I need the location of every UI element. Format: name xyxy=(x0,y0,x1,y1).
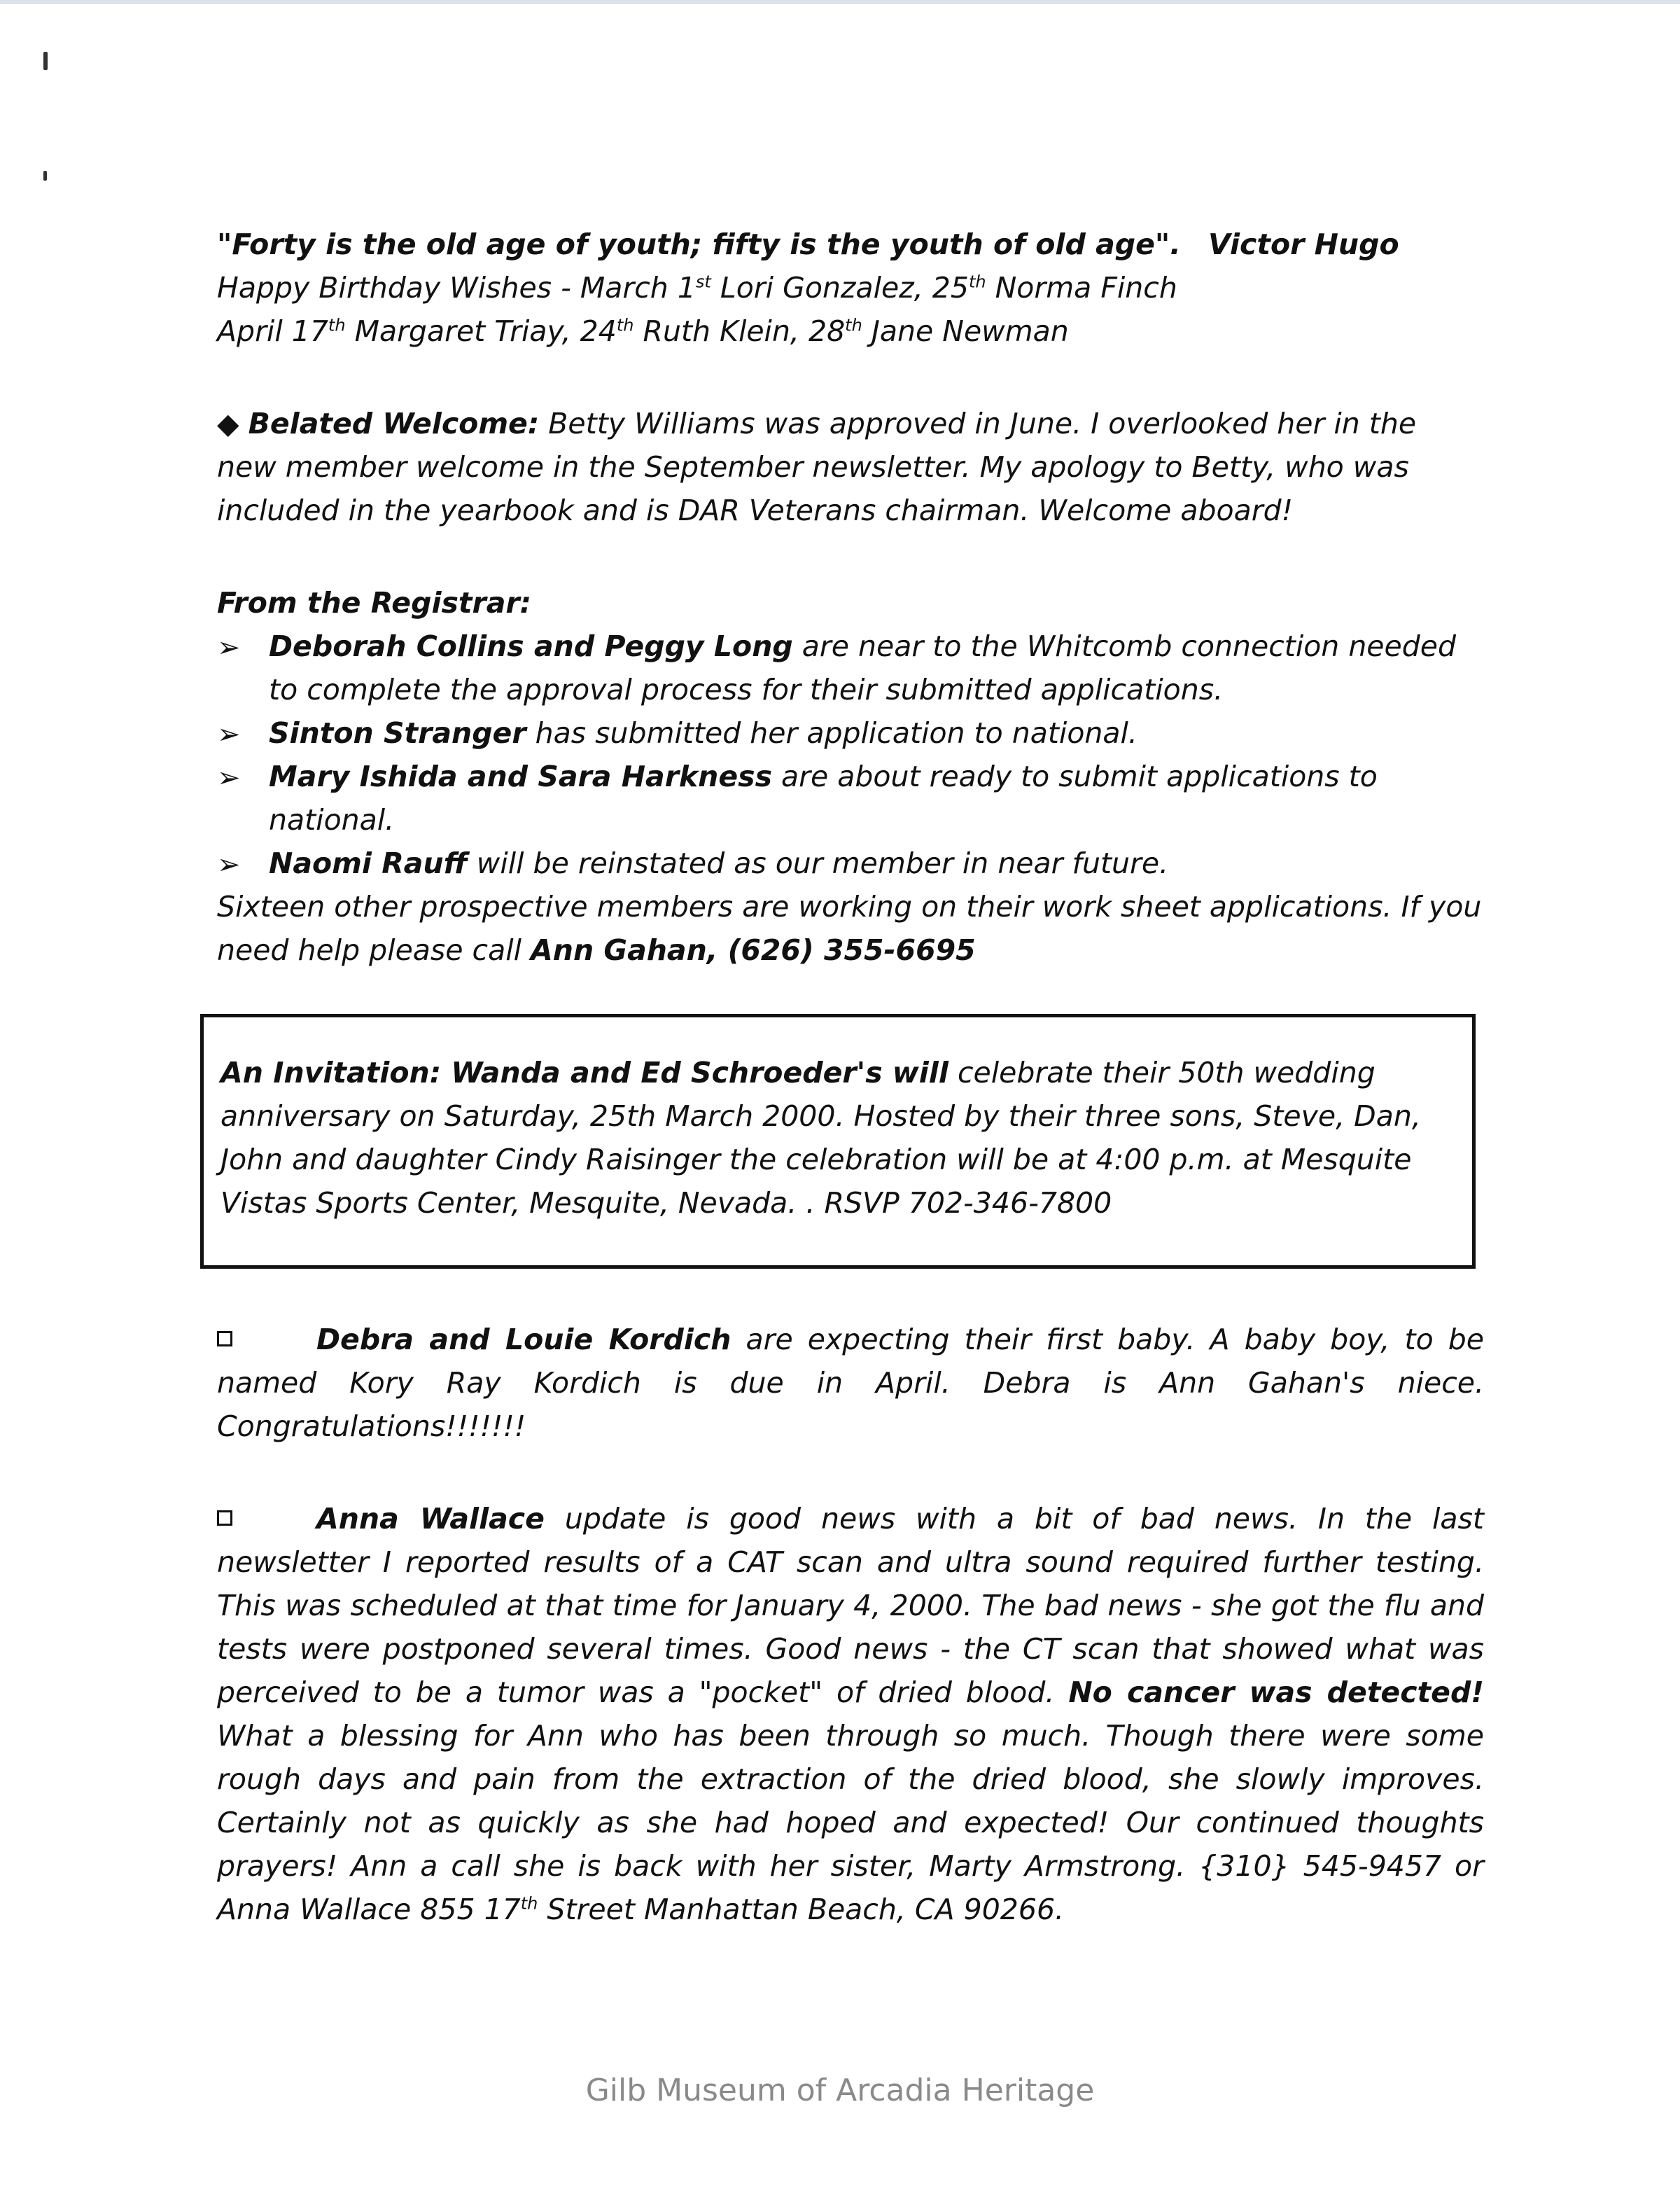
list-item xyxy=(217,755,1484,842)
registrar-contact: Ann Gahan, (626) 355-6695 xyxy=(531,933,976,967)
museum-watermark: Gilb Museum of Arcadia Heritage xyxy=(585,2073,1095,2108)
spacer xyxy=(217,532,1484,581)
spacer xyxy=(217,1448,1484,1497)
birthday-line-2 xyxy=(217,309,1484,353)
update-text: Street Manhattan Beach, CA 90266. xyxy=(538,1893,1065,1926)
registrar-list xyxy=(217,625,1484,885)
birthday-text: Happy Birthday Wishes - March 1 xyxy=(217,271,696,305)
member-names: Mary Ishida and Sara Harkness xyxy=(269,760,772,793)
welcome-text: Betty Williams was approved in June. I overlooked her in the new member welcome in the September newsletter. My apology to Betty, who was included in the yearbook and is DAR Veterans chairman. Welcome aboard! xyxy=(217,407,1417,527)
item-text: are about ready to submit applications to national. xyxy=(269,760,1378,837)
checkbox-bullet-icon xyxy=(217,1510,232,1526)
member-names: Sinton Stranger xyxy=(269,716,526,750)
arrow-bullet-icon: ➢ xyxy=(217,718,241,751)
spacer xyxy=(217,1269,1484,1318)
invitation-text xyxy=(220,1051,1455,1225)
member-name: Anna Wallace xyxy=(316,1502,545,1536)
ordinal-suffix: th xyxy=(328,315,346,335)
list-item xyxy=(217,625,1484,711)
invitation-box xyxy=(200,1014,1476,1269)
birthday-text: Lori Gonzalez, 25 xyxy=(710,271,969,305)
diamond-bullet-icon: ◆ xyxy=(217,407,239,440)
birthday-line-1 xyxy=(217,266,1484,309)
item-text: will be reinstated as our member in near future. xyxy=(467,847,1169,880)
scan-top-edge xyxy=(0,0,1680,4)
announcement-text: are expecting their first baby. A baby boy, to be named Kory Ray Kordich is due in April. Debra is Ann Gahan's niece. Congratulations!!!!!!! xyxy=(217,1323,1484,1443)
ordinal-suffix: th xyxy=(845,315,862,335)
update-text: update is good news with a bit of bad news. In the last newsletter I reported results of a CAT scan and ultra sound required further testing. This was scheduled at that time for January 4, 2000. The bad news - she got the flu and tests were postponed several times. Good news - the CT scan that showed what was perceived to be a tumor was a "pocket" of dried blood. xyxy=(217,1502,1484,1709)
scan-mark xyxy=(43,171,47,181)
spacer xyxy=(217,353,1484,402)
update-text: What a blessing for Ann who has been through so much. Though there were some rough days and pain from the extraction of the dried blood, she slowly improves. Certainly not as quickly as she had hoped and expected! Our continued thoughts prayers! Ann a call she is back with her sister, Marty Armstrong. {310} 545-9457 or Anna Wallace 855 17 xyxy=(217,1719,1484,1926)
member-names: Deborah Collins and Peggy Long xyxy=(269,629,793,663)
invitation-body: celebrate their 50th wedding anniversary on Saturday, 25th March 2000. Hosted by their three sons, Steve, Dan, John and daughter Cindy Raisinger the celebration will be at 4:00 p.m. at Mesquite Vistas Sports Center, Mesquite, Nevada. . RSVP 702-346-7800 xyxy=(220,1056,1421,1220)
quote-line xyxy=(217,223,1484,266)
birthday-text: Margaret Triay, 24 xyxy=(345,314,617,348)
scan-mark xyxy=(43,52,48,70)
list-item xyxy=(217,842,1484,885)
update-highlight: No cancer was detected! xyxy=(1068,1676,1484,1709)
welcome-heading: Belated Welcome: xyxy=(248,407,540,440)
registrar-heading: From the Registrar: xyxy=(217,586,531,620)
item-text: are near to the Whitcomb connection needed to complete the approval process for their submitted applications. xyxy=(269,629,1457,706)
birthday-text: Ruth Klein, 28 xyxy=(634,314,846,348)
closing-text: Sixteen other prospective members are working on their work sheet applications. If you need help please call xyxy=(217,890,1482,967)
birthday-text: April 17 xyxy=(217,314,328,348)
checkbox-bullet-icon xyxy=(217,1331,232,1346)
ordinal-suffix: th xyxy=(968,272,986,292)
item-text: has submitted her application to national. xyxy=(526,716,1138,750)
ordinal-suffix: th xyxy=(616,315,634,335)
baby-announcement xyxy=(217,1318,1484,1448)
quote-text: "Forty is the old age of youth; fifty is the youth of old age". xyxy=(217,228,1181,261)
list-item xyxy=(217,711,1484,755)
wallace-update xyxy=(217,1497,1484,1931)
ordinal-suffix: st xyxy=(695,272,711,292)
birthday-text: Norma Finch xyxy=(986,271,1177,305)
newsletter-page xyxy=(217,223,1484,1931)
arrow-bullet-icon: ➢ xyxy=(217,762,241,794)
member-names: Naomi Rauff xyxy=(269,847,468,880)
arrow-bullet-icon: ➢ xyxy=(217,849,241,881)
ordinal-suffix: th xyxy=(520,1893,538,1914)
birthday-text: Jane Newman xyxy=(862,314,1069,348)
arrow-bullet-icon: ➢ xyxy=(217,632,241,664)
couple-names: Debra and Louie Kordich xyxy=(316,1323,732,1356)
invitation-heading: An Invitation: Wanda and Ed Schroeder's will xyxy=(220,1056,948,1089)
welcome-paragraph xyxy=(217,402,1484,532)
quote-author: Victor Hugo xyxy=(1208,228,1399,261)
registrar-closing xyxy=(217,885,1484,972)
